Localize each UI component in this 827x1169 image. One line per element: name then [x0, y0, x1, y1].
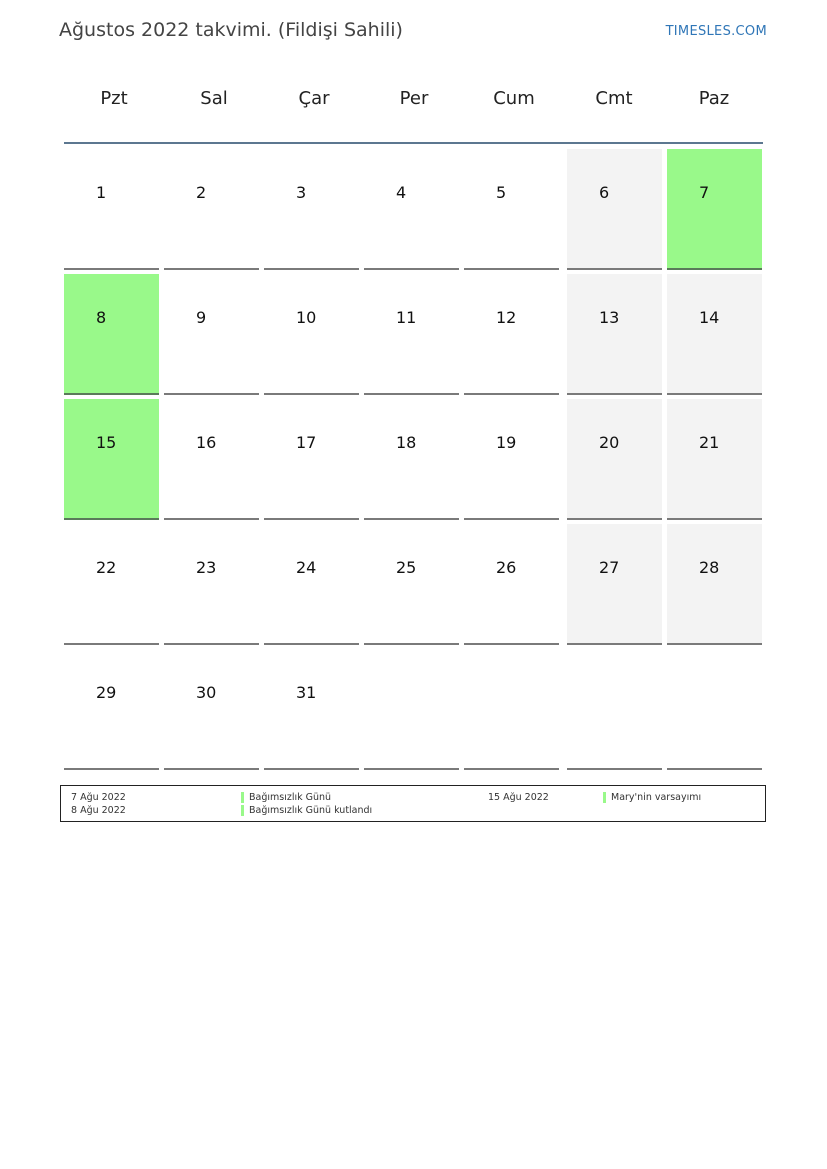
day-cell-background [667, 399, 762, 520]
day-cell [564, 524, 664, 649]
day-cell [264, 274, 364, 399]
day-cell [264, 524, 364, 649]
weekday-label: Paz [698, 88, 730, 109]
day-number: 31 [296, 683, 317, 702]
day-cell-background [64, 274, 159, 395]
day-cell [364, 149, 464, 274]
day-cell [364, 524, 464, 649]
day-cell-background [64, 649, 159, 770]
legend-holiday-name: Bağımsızlık Günü [249, 792, 332, 803]
day-cell-background [164, 649, 259, 770]
legend-date: 7 Ağu 2022 [71, 792, 126, 803]
page-title: Ağustos 2022 takvimi. (Fildişi Sahili) [59, 19, 403, 41]
day-cell [564, 149, 664, 274]
weekday-label: Cmt [595, 88, 633, 109]
weekday-label: Per [399, 88, 429, 109]
weekday-label: Sal [200, 88, 228, 109]
day-number: 3 [296, 183, 307, 202]
day-number: 27 [599, 558, 620, 577]
day-cell [464, 149, 564, 274]
day-number: 25 [396, 558, 417, 577]
legend-date: 8 Ağu 2022 [71, 805, 126, 816]
day-cell [364, 399, 464, 524]
day-number: 29 [96, 683, 117, 702]
day-cell-background [567, 399, 662, 520]
day-number: 14 [699, 308, 720, 327]
day-cell [164, 524, 264, 649]
day-cell [164, 149, 264, 274]
day-cell-background [567, 649, 662, 770]
day-cell [64, 524, 164, 649]
brand-link[interactable]: TIMESLES.COM [665, 24, 767, 39]
day-cell-background [464, 649, 559, 770]
day-number: 10 [296, 308, 317, 327]
empty-cell [564, 649, 664, 774]
day-cell-background [264, 649, 359, 770]
empty-cell [664, 649, 764, 774]
day-cell-background [64, 149, 159, 270]
day-number: 13 [599, 308, 620, 327]
day-number: 7 [699, 183, 710, 202]
day-cell-background [164, 399, 259, 520]
day-cell [664, 149, 764, 274]
holiday-marker [241, 792, 244, 803]
day-cell-background [464, 274, 559, 395]
day-cell-background [364, 274, 459, 395]
day-cell [664, 399, 764, 524]
day-number: 20 [599, 433, 620, 452]
day-cell [164, 399, 264, 524]
day-cell-background [567, 524, 662, 645]
day-number: 19 [496, 433, 517, 452]
header-divider [64, 142, 763, 144]
holiday-marker [241, 805, 244, 816]
day-cell [664, 524, 764, 649]
empty-cell [464, 649, 564, 774]
day-number: 21 [699, 433, 720, 452]
day-number: 26 [496, 558, 517, 577]
day-cell-background [64, 524, 159, 645]
day-number: 4 [396, 183, 407, 202]
day-number: 18 [396, 433, 417, 452]
day-number: 11 [396, 308, 417, 327]
day-cell [464, 524, 564, 649]
calendar-grid [64, 149, 764, 774]
day-cell-background [264, 399, 359, 520]
day-cell-background [264, 524, 359, 645]
day-number: 1 [96, 183, 107, 202]
day-number: 22 [96, 558, 117, 577]
day-cell-background [464, 149, 559, 270]
day-cell-background [567, 149, 662, 270]
legend-holiday-name: Bağımsızlık Günü kutlandı [249, 805, 373, 816]
day-cell-background [64, 399, 159, 520]
day-number: 15 [96, 433, 117, 452]
day-number: 2 [196, 183, 207, 202]
day-cell [564, 399, 664, 524]
day-cell-background [364, 524, 459, 645]
day-cell [564, 274, 664, 399]
legend-holiday-name: Mary'nin varsayımı [611, 792, 702, 803]
day-cell-background [164, 274, 259, 395]
day-cell [264, 649, 364, 774]
weekday-label: Pzt [100, 88, 128, 109]
day-cell-background [667, 649, 762, 770]
day-cell [264, 149, 364, 274]
day-cell-background [464, 524, 559, 645]
day-cell-background [364, 649, 459, 770]
day-number: 28 [699, 558, 720, 577]
weekday-header [64, 88, 764, 109]
holiday-marker [603, 792, 606, 803]
day-cell [664, 274, 764, 399]
day-cell-background [667, 149, 762, 270]
day-cell-background [164, 524, 259, 645]
day-cell-background [264, 149, 359, 270]
legend-date: 15 Ağu 2022 [488, 792, 549, 803]
day-cell-background [164, 149, 259, 270]
weekday-label: Cum [493, 88, 535, 109]
day-cell-background [667, 524, 762, 645]
day-cell-background [667, 274, 762, 395]
holiday-legend [60, 785, 766, 822]
day-cell [64, 149, 164, 274]
day-cell [164, 274, 264, 399]
weekday-label: Çar [298, 88, 330, 109]
day-cell [264, 399, 364, 524]
day-cell [64, 399, 164, 524]
day-cell [464, 399, 564, 524]
day-number: 30 [196, 683, 217, 702]
day-cell-background [364, 399, 459, 520]
day-cell [64, 274, 164, 399]
day-cell [364, 274, 464, 399]
day-number: 8 [96, 308, 107, 327]
empty-cell [364, 649, 464, 774]
day-number: 5 [496, 183, 507, 202]
day-cell [164, 649, 264, 774]
day-number: 9 [196, 308, 207, 327]
day-number: 6 [599, 183, 610, 202]
day-cell [464, 274, 564, 399]
day-number: 16 [196, 433, 217, 452]
day-cell-background [264, 274, 359, 395]
day-cell-background [567, 274, 662, 395]
day-cell-background [364, 149, 459, 270]
day-number: 12 [496, 308, 517, 327]
day-cell-background [464, 399, 559, 520]
day-cell [64, 649, 164, 774]
day-number: 17 [296, 433, 317, 452]
day-number: 23 [196, 558, 217, 577]
day-number: 24 [296, 558, 317, 577]
